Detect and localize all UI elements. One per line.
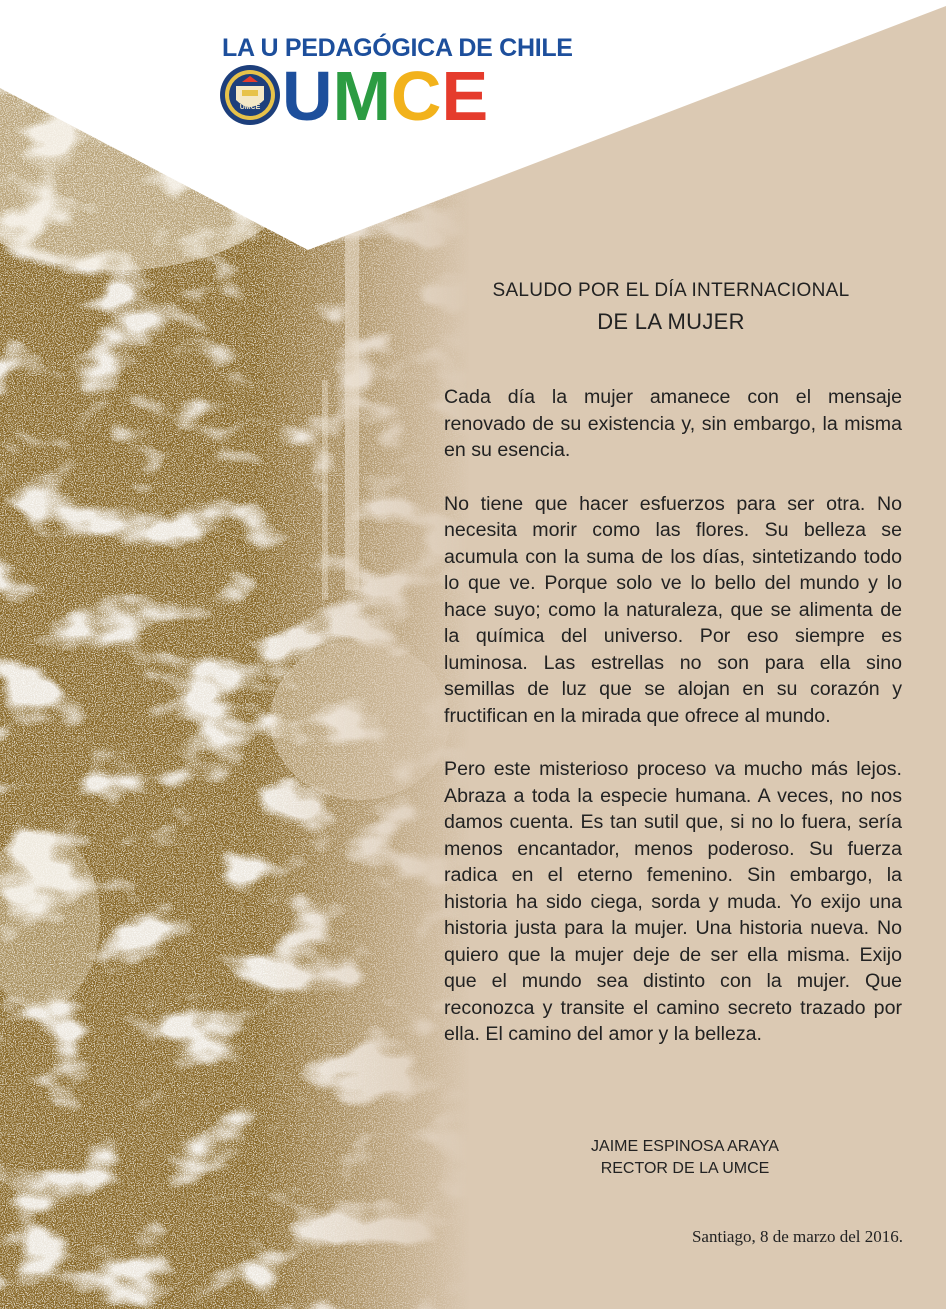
body-paragraph: Cada día la mujer amanece con el mensaje renovado de su existencia y, sin embargo, la misma en su esencia. [444, 386, 902, 461]
signature-role: RECTOR DE LA UMCE [600, 1160, 770, 1177]
logo-letter-u: U [282, 64, 333, 126]
date-line: Santiago, 8 de marzo del 2016. [691, 1227, 903, 1246]
umce-logo [218, 64, 490, 126]
letter-title-line1: SALUDO POR EL DÍA INTERNACIONAL [492, 280, 850, 301]
logo-letter-c: C [390, 64, 442, 126]
logo-letter-e: E [441, 64, 489, 126]
body-paragraph: No tiene que hacer esfuerzos para ser otra. No necesita morir como las flores. Su belleza se acumula con la suma de los días, sintetizando todo lo que ve. Porque solo ve lo bello del mundo y lo hace suyo; como la naturaleza, que se alimenta de la química del universo. Por eso siempre es luminosa. Las estrellas no son para ella sino semillas de luz que se alojan en su corazón y fructifican en la mirada que ofrece al mundo. [444, 492, 902, 727]
letter-body [444, 384, 902, 1075]
logo-letters [282, 64, 488, 126]
letter-title-line2: DE LA MUJER [597, 309, 745, 334]
logo-tagline: LA U PEDAGÓGICA DE CHILE [222, 34, 573, 62]
signature-name: JAIME ESPINOSA ARAYA [591, 1138, 779, 1155]
seal-text: UMCE [239, 104, 261, 111]
logo-letter-m: M [332, 64, 391, 126]
body-paragraph: Pero este misterioso proceso va mucho más lejos. Abraza a toda la especie humana. A veces, no nos damos cuenta. Es tan sutil que, si no lo fuera, sería menos encantador, menos poderoso. Su fuerza radica en el eterno femenino. Sin embargo, la historia ha sido ciega, sorda y muda. Yo exijo una historia justa para la mujer. Una historia nueva. No quiero que la mujer deje de ser ella misma. Exijo que el mundo sea distinto con la mujer. Que reconozca y transite el camino secreto trazado por ella. El camino del amor y la belleza. [444, 758, 902, 1045]
university-seal-icon [220, 65, 280, 125]
